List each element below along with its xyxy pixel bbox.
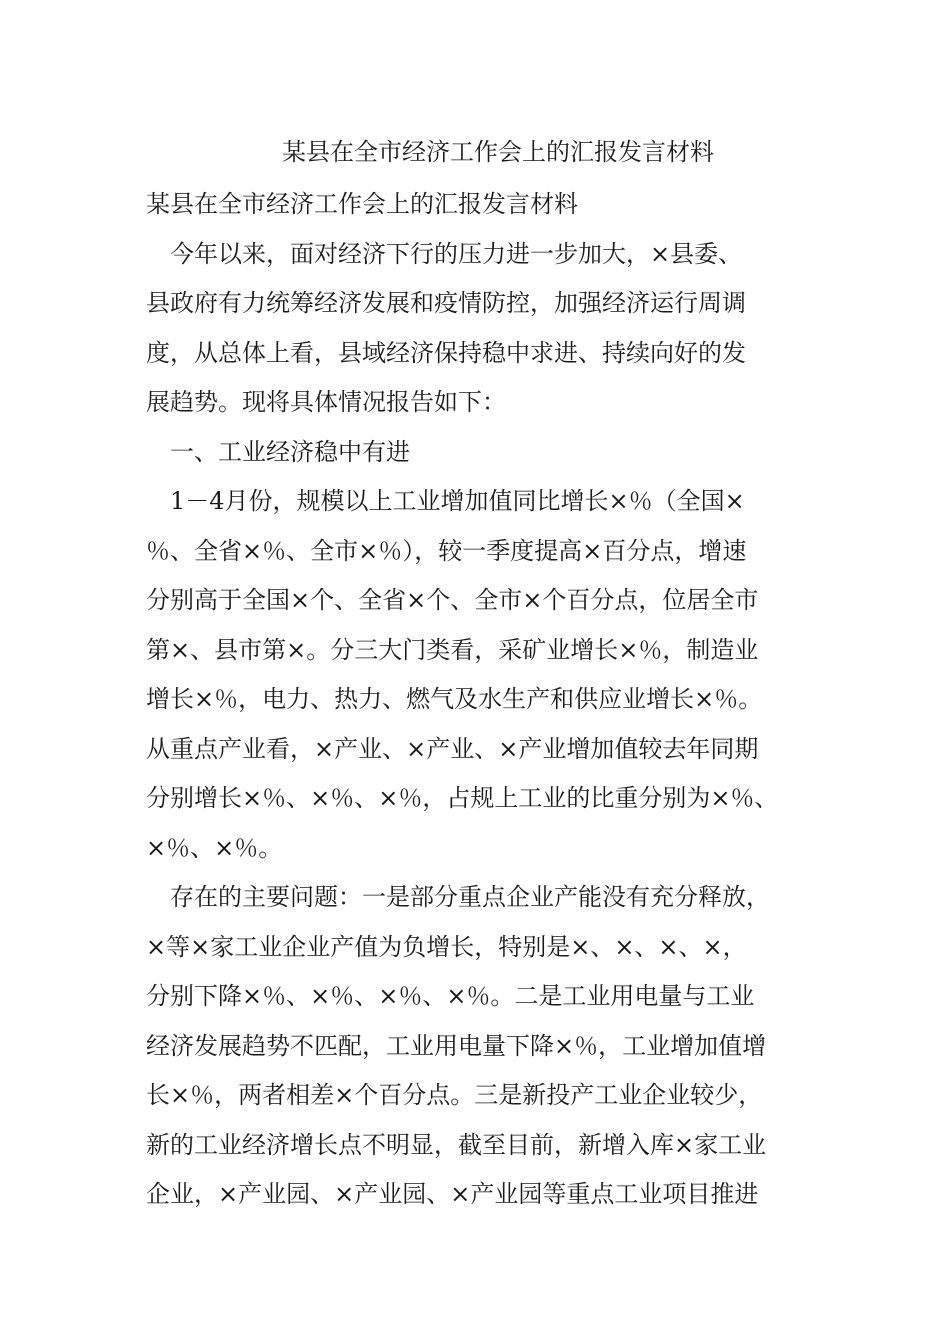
document-title: 某县在全市经济工作会上的汇报发言材料 [282,138,714,166]
section-heading-text: 一、工业经济稳中有进 [146,437,410,466]
paragraph-line: 增长×％，电力、热力、燃气及水生产和供应业增长×％。 [146,685,763,713]
paragraph-line: 存在的主要问题：一是部分重点企业产能没有充分释放， [146,883,770,911]
document-subtitle: 某县在全市经济工作会上的汇报发言材料 [146,190,578,218]
paragraph-line: 新的工业经济增长点不明显，截至目前，新增入库×家工业 [146,1130,767,1159]
paragraph-line: 展趋势。现将具体情况报告如下： [146,388,506,416]
paragraph-line: 县政府有力统筹经济发展和疫情防控，加强经济运行周调 [146,289,746,317]
paragraph-industry [146,477,836,873]
paragraph-line: 1－4月份，规模以上工业增加值同比增长×％（全国× [146,487,745,515]
paragraph-problems [146,873,836,1220]
paragraph-line: 分别下降×％、×％、×％、×％。二是工业用电量与工业 [146,982,755,1010]
paragraph-line: 分别增长×％、×％、×％，占规上工业的比重分别为×％、 [146,784,779,812]
section-heading [146,428,836,478]
paragraph-intro [146,230,836,428]
paragraph-line: 经济发展趋势不匹配，工业用电量下降×％，工业增加值增 [146,1031,767,1060]
paragraph-line: ×等×家工业企业产值为负增长，特别是×、×、×、×， [146,932,747,961]
paragraph-line: 第×、县市第×。分三大门类看，采矿业增长×％，制造业 [146,635,759,664]
paragraph-line: ％、全省×％、全市×％），较一季度提高×百分点，增速 [146,536,747,565]
paragraph-line: ×％、×％。 [146,833,283,862]
paragraph-line: 从重点产业看，×产业、×产业、×产业增加值较去年同期 [146,734,759,763]
paragraph-line: 今年以来，面对经济下行的压力进一步加大，×县委、 [146,239,743,268]
paragraph-line: 企业，×产业园、×产业园、×产业园等重点工业项目推进 [146,1180,759,1208]
paragraph-line: 度，从总体上看，县域经济保持稳中求进、持续向好的发 [146,338,746,367]
paragraph-line: 分别高于全国×个、全省×个、全市×个百分点，位居全市 [146,586,759,614]
document-body [146,180,836,1220]
paragraph-line: 长×％，两者相差×个百分点。三是新投产工业企业较少， [146,1081,763,1109]
